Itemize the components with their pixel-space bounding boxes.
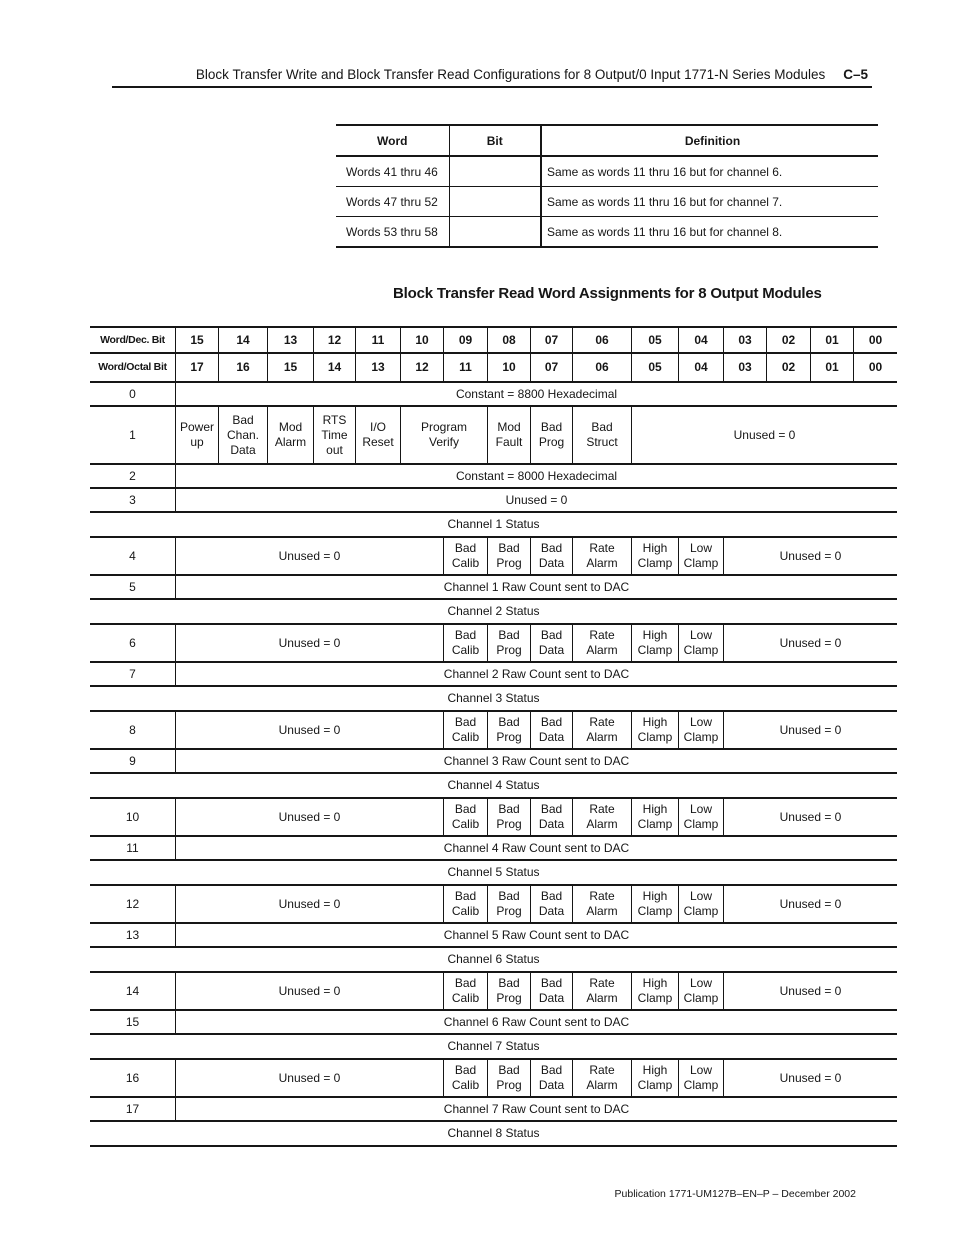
table-header-row (336, 125, 878, 156)
bit-field: High Clamp (631, 799, 678, 835)
col-header-bit: Bit (449, 125, 541, 156)
word-number: 17 (125, 1101, 140, 1116)
word-number: 12 (125, 896, 140, 911)
channel-status-label: Channel 2 Status (447, 604, 540, 618)
channel-status-label: Channel 4 Status (447, 778, 540, 792)
octal-bit-02: 02 (766, 354, 810, 381)
page-number: C–5 (843, 66, 868, 82)
octal-bit-01: 01 (810, 354, 853, 381)
word-row (90, 383, 897, 407)
bit-field: Bad Prog (487, 886, 530, 922)
bit-field: Bad Prog (487, 712, 530, 748)
running-header (112, 62, 872, 88)
channel-status-row (90, 948, 897, 973)
word-row (90, 489, 897, 513)
bit-cell (449, 187, 541, 217)
bit-field: Bad Data (530, 712, 572, 748)
bit-field: Unused = 0 (723, 712, 897, 748)
word-definition: Channel 7 Raw Count sent to DAC (175, 1098, 897, 1120)
bit-field: Power up (175, 407, 218, 463)
octal-bit-00: 00 (853, 354, 897, 381)
word-row (90, 750, 897, 774)
bit-field: Low Clamp (678, 1060, 723, 1096)
word-number: 15 (125, 1014, 140, 1029)
word-number: 9 (129, 753, 136, 768)
octal-bit-11: 11 (443, 354, 487, 381)
bit-field: Bad Data (530, 625, 572, 661)
word-definition: Channel 5 Raw Count sent to DAC (175, 924, 897, 946)
word-assignments-table (90, 326, 897, 1147)
octal-bit-12: 12 (400, 354, 443, 381)
bit-field: Bad Calib (443, 886, 487, 922)
dec-bit-07: 07 (530, 328, 572, 352)
bit-field: High Clamp (631, 886, 678, 922)
bit-field: Unused = 0 (175, 712, 443, 748)
word-number: 5 (129, 579, 136, 594)
bit-field: Low Clamp (678, 625, 723, 661)
bit-field: Mod Fault (487, 407, 530, 463)
octal-bit-06: 06 (572, 354, 631, 381)
word-definition: Channel 4 Raw Count sent to DAC (175, 837, 897, 859)
word-number: 8 (129, 722, 136, 737)
octal-bit-13: 13 (355, 354, 400, 381)
word-number: 2 (129, 468, 136, 483)
word-row (90, 538, 897, 576)
bit-field: Bad Data (530, 973, 572, 1009)
bit-field: High Clamp (631, 538, 678, 574)
channel-status-label: Channel 3 Status (447, 691, 540, 705)
word-row (90, 837, 897, 861)
word-row (90, 886, 897, 924)
channel-status-row (90, 687, 897, 712)
bit-field: Bad Data (530, 886, 572, 922)
word-number: 13 (125, 927, 140, 942)
bit-field: Bad Chan. Data (218, 407, 267, 463)
bit-field: Rate Alarm (572, 799, 631, 835)
bit-field: Unused = 0 (723, 886, 897, 922)
word-row (90, 799, 897, 837)
word-row (90, 576, 897, 600)
word-number: 10 (125, 809, 140, 824)
bit-field: Bad Data (530, 1060, 572, 1096)
bit-field: Unused = 0 (175, 799, 443, 835)
bit-field: Rate Alarm (572, 538, 631, 574)
dec-bit-08: 08 (487, 328, 530, 352)
word-row (90, 924, 897, 948)
dec-bit-04: 04 (678, 328, 723, 352)
bit-field: Bad Data (530, 538, 572, 574)
bit-field: Bad Prog (487, 538, 530, 574)
word-definition: Constant = 8000 Hexadecimal (175, 465, 897, 487)
word-number: 0 (129, 386, 136, 401)
octal-bit-15: 15 (267, 354, 313, 381)
footer-publication: Publication 1771-UM127B–EN–P – December 2002 (614, 1188, 856, 1200)
bit-field: High Clamp (631, 712, 678, 748)
bit-cell (449, 156, 541, 187)
channel-status-row (90, 1122, 897, 1147)
bit-field: Bad Calib (443, 538, 487, 574)
bit-field: Low Clamp (678, 799, 723, 835)
bit-field: Rate Alarm (572, 1060, 631, 1096)
dec-bit-11: 11 (355, 328, 400, 352)
word-row (90, 1011, 897, 1035)
word-row (90, 663, 897, 687)
dec-bit-01: 01 (810, 328, 853, 352)
section-title: Block Transfer Read Word Assignments for 8 Output Modules (393, 285, 822, 302)
words-definition-table (336, 124, 878, 248)
word-definition: Unused = 0 (175, 489, 897, 511)
bit-field: Bad Struct (572, 407, 631, 463)
word-number: 1 (129, 427, 136, 442)
word-row (90, 407, 897, 465)
dec-bit-02: 02 (766, 328, 810, 352)
bit-field: Rate Alarm (572, 712, 631, 748)
dec-bit-13: 13 (267, 328, 313, 352)
word-definition: Channel 1 Raw Count sent to DAC (175, 576, 897, 598)
dec-bit-10: 10 (400, 328, 443, 352)
table-row (336, 187, 878, 217)
bit-field: Bad Calib (443, 1060, 487, 1096)
dec-bit-12: 12 (313, 328, 355, 352)
definition-cell: Same as words 11 thru 16 but for channel 8. (541, 217, 878, 248)
dec-bit-06: 06 (572, 328, 631, 352)
channel-status-label: Channel 8 Status (447, 1126, 540, 1140)
bit-field: Unused = 0 (175, 625, 443, 661)
table-row (336, 217, 878, 248)
definition-cell: Same as words 11 thru 16 but for channel 7. (541, 187, 878, 217)
bit-field: Bad Calib (443, 799, 487, 835)
word-cell: Words 41 thru 46 (336, 156, 449, 187)
bit-field: I/O Reset (355, 407, 400, 463)
bit-field: High Clamp (631, 625, 678, 661)
word-row (90, 625, 897, 663)
col-header-definition: Definition (541, 125, 878, 156)
bit-field: Bad Prog (487, 799, 530, 835)
channel-status-row (90, 600, 897, 625)
octal-bit-17: 17 (175, 354, 218, 381)
word-row (90, 1060, 897, 1098)
bit-field: Unused = 0 (723, 538, 897, 574)
bit-field: Unused = 0 (175, 973, 443, 1009)
running-title: Block Transfer Write and Block Transfer Read Configurations for 8 Output/0 Input 1771-N Series Modules (195, 66, 826, 82)
octal-bit-04: 04 (678, 354, 723, 381)
word-number: 11 (126, 840, 139, 855)
dec-bit-09: 09 (443, 328, 487, 352)
bit-field: Program Verify (400, 407, 487, 463)
bit-field: Unused = 0 (723, 625, 897, 661)
bit-field: Rate Alarm (572, 886, 631, 922)
channel-status-row (90, 861, 897, 886)
table-row (336, 156, 878, 187)
bit-cell (449, 217, 541, 248)
bit-field: RTS Time out (313, 407, 355, 463)
octal-bit-05: 05 (631, 354, 678, 381)
word-row (90, 712, 897, 750)
bit-field: Bad Prog (487, 625, 530, 661)
word-number: 14 (125, 983, 140, 998)
bit-field: Rate Alarm (572, 625, 631, 661)
bit-field: Unused = 0 (175, 886, 443, 922)
dec-bit-14: 14 (218, 328, 267, 352)
bit-field: Bad Prog (530, 407, 572, 463)
dec-bit-15: 15 (175, 328, 218, 352)
word-row (90, 973, 897, 1011)
bit-field: High Clamp (631, 973, 678, 1009)
word-number: 3 (129, 492, 136, 507)
bit-field: Unused = 0 (175, 1060, 443, 1096)
header-row-octal (90, 354, 897, 383)
header-row-decimal (90, 326, 897, 354)
word-definition: Channel 3 Raw Count sent to DAC (175, 750, 897, 772)
octal-bit-03: 03 (723, 354, 766, 381)
bit-field: Unused = 0 (175, 538, 443, 574)
word-number: 4 (129, 548, 136, 563)
channel-status-label: Channel 6 Status (447, 952, 540, 966)
word-row (90, 465, 897, 489)
channel-status-row (90, 513, 897, 538)
bit-field: Bad Data (530, 799, 572, 835)
bit-field: Bad Prog (487, 973, 530, 1009)
word-definition: Channel 2 Raw Count sent to DAC (175, 663, 897, 685)
octal-bit-16: 16 (218, 354, 267, 381)
bit-field: Rate Alarm (572, 973, 631, 1009)
bit-field: Bad Prog (487, 1060, 530, 1096)
channel-status-label: Channel 1 Status (447, 517, 540, 531)
col-header-word: Word (336, 125, 449, 156)
bit-field: Unused = 0 (723, 973, 897, 1009)
bit-field: High Clamp (631, 1060, 678, 1096)
dec-bit-05: 05 (631, 328, 678, 352)
word-cell: Words 53 thru 58 (336, 217, 449, 248)
bit-field: Unused = 0 (723, 799, 897, 835)
bit-field: Bad Calib (443, 973, 487, 1009)
bit-field: Mod Alarm (267, 407, 313, 463)
word-cell: Words 47 thru 52 (336, 187, 449, 217)
word-definition: Channel 6 Raw Count sent to DAC (175, 1011, 897, 1033)
word-definition: Constant = 8800 Hexadecimal (175, 383, 897, 405)
bit-field: Unused = 0 (631, 407, 897, 463)
word-number: 16 (125, 1070, 140, 1085)
dec-bit-label: Word/Dec. Bit (100, 333, 165, 346)
bit-field: Bad Calib (443, 625, 487, 661)
bit-field: Low Clamp (678, 886, 723, 922)
dec-bit-00: 00 (853, 328, 897, 352)
bit-field: Low Clamp (678, 538, 723, 574)
word-row (90, 1098, 897, 1122)
octal-bit-10: 10 (487, 354, 530, 381)
channel-status-row (90, 774, 897, 799)
octal-bit-14: 14 (313, 354, 355, 381)
dec-bit-03: 03 (723, 328, 766, 352)
channel-status-label: Channel 5 Status (447, 865, 540, 879)
channel-status-label: Channel 7 Status (447, 1039, 540, 1053)
octal-bit-label: Word/Octal Bit (98, 361, 167, 373)
bit-field: Bad Calib (443, 712, 487, 748)
bit-field: Unused = 0 (723, 1060, 897, 1096)
octal-bit-07: 07 (530, 354, 572, 381)
word-number: 7 (129, 666, 136, 681)
bit-field: Low Clamp (678, 973, 723, 1009)
word-number: 6 (129, 635, 136, 650)
definition-cell: Same as words 11 thru 16 but for channel 6. (541, 156, 878, 187)
bit-field: Low Clamp (678, 712, 723, 748)
channel-status-row (90, 1035, 897, 1060)
